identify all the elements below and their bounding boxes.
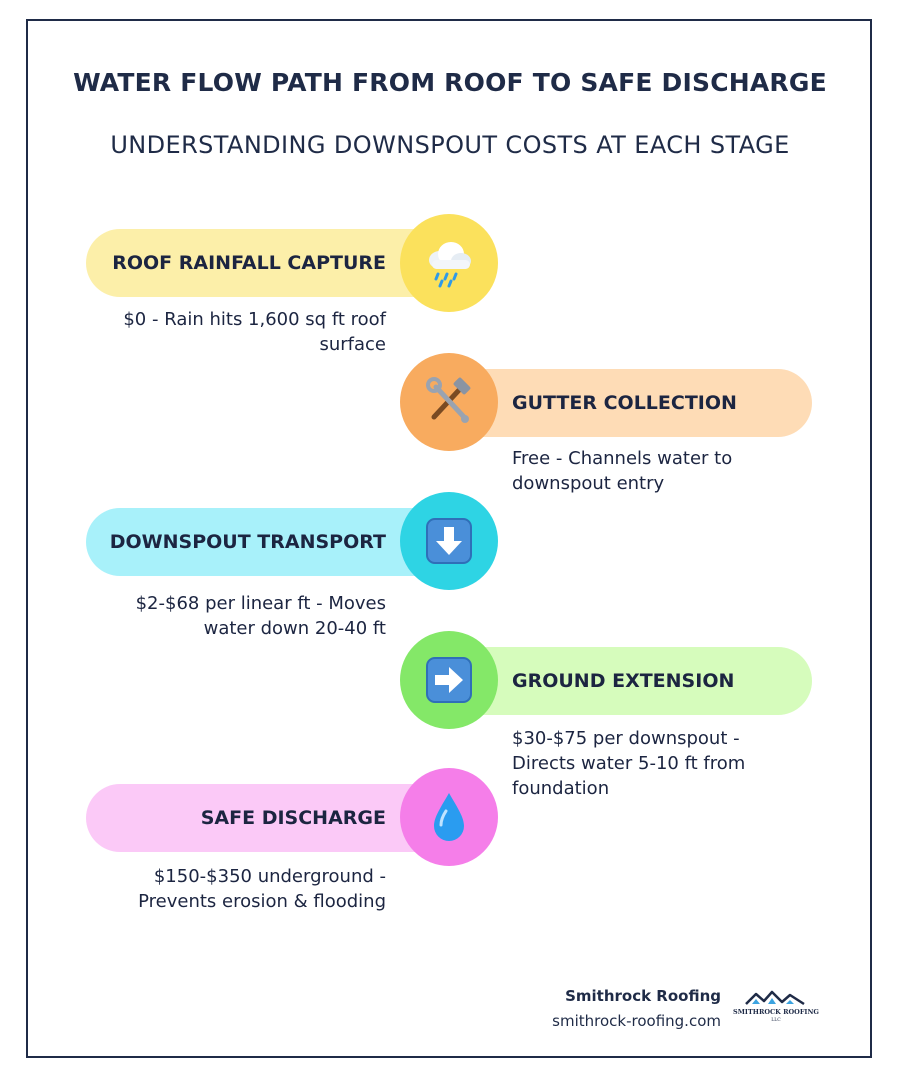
stage-roof-rainfall-capture-circle (400, 214, 498, 312)
svg-text:LLC: LLC (771, 1018, 781, 1023)
stage-label: GUTTER COLLECTION (512, 392, 737, 414)
stage-description: $2-$68 per linear ft - Moves water down 20-40 ft (135, 593, 386, 639)
page-title: WATER FLOW PATH FROM ROOF TO SAFE DISCHARGE (73, 68, 827, 97)
stage-label: ROOF RAINFALL CAPTURE (112, 252, 386, 274)
stage-description: $0 - Rain hits 1,600 sq ft roof surface (123, 309, 386, 355)
company-url[interactable]: smithrock-roofing.com (552, 1012, 721, 1030)
page-subtitle: UNDERSTANDING DOWNSPOUT COSTS AT EACH STAGE (110, 131, 790, 159)
stage-gutter-collection-circle (400, 353, 498, 451)
stage-description: $150-$350 underground - Prevents erosion & flooding (138, 866, 386, 912)
rain-cloud-icon (422, 236, 476, 290)
stage-description: $30-$75 per downspout - Directs water 5-10 ft from foundation (512, 728, 746, 799)
company-name: Smithrock Roofing (565, 987, 721, 1005)
stage-label: GROUND EXTENSION (512, 670, 735, 692)
right-arrow-icon (424, 655, 474, 705)
company-logo (733, 988, 819, 1024)
water-droplet-icon (424, 789, 474, 845)
stage-downspout-transport-circle (400, 492, 498, 590)
stage-label: DOWNSPOUT TRANSPORT (109, 531, 386, 553)
svg-text:SMITHROCK ROOFING: SMITHROCK ROOFING (733, 1008, 819, 1016)
stage-label: SAFE DISCHARGE (200, 807, 386, 829)
stage-safe-discharge-circle (400, 768, 498, 866)
hammer-wrench-icon (422, 375, 476, 429)
stage-ground-extension-circle (400, 631, 498, 729)
down-arrow-icon (424, 516, 474, 566)
stage-description: Free - Channels water to downspout entry (512, 448, 733, 494)
